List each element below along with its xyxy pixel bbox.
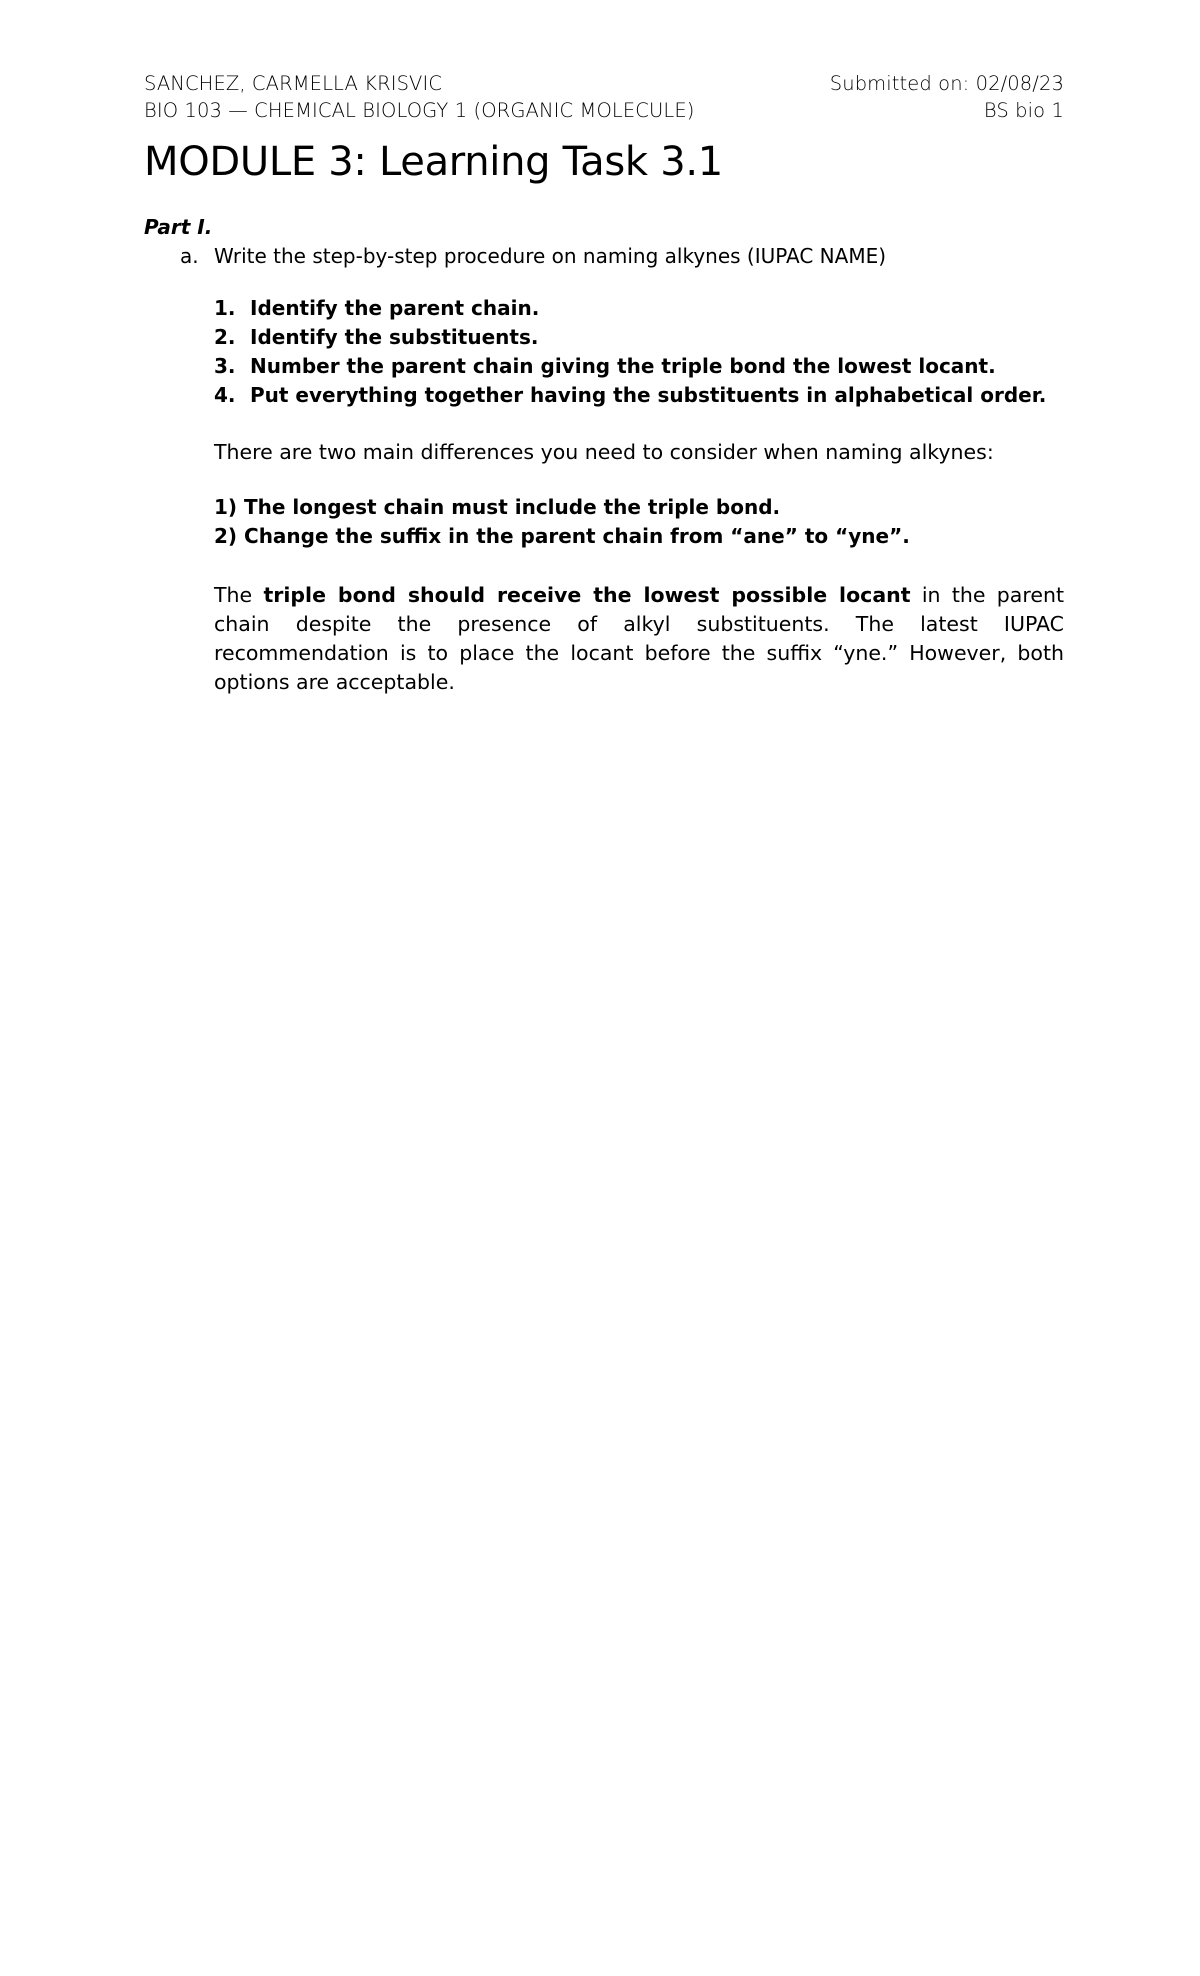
step-text: Number the parent chain giving the triple bond the lowest locant. <box>250 354 996 378</box>
question-text: Write the step-by-step procedure on naming alkynes (IUPAC NAME) <box>214 244 887 268</box>
difference-item: 1) The longest chain must include the triple bond. <box>214 495 781 519</box>
question-a <box>180 242 1064 270</box>
course-name: BIO 103 — CHEMICAL BIOLOGY 1 (ORGANIC MOLECULE) <box>144 99 695 122</box>
page-title: MODULE 3: Learning Task 3.1 <box>144 139 723 185</box>
part-label: Part I. <box>144 215 213 239</box>
closing-lead: The <box>214 583 264 607</box>
steps-list <box>214 294 1064 410</box>
closing-rest: in the parent chain despite the presence of alkyl substituents. The latest IUPAC recommendation is to place the locant before the suffix “yne.” However, both options are acceptable. <box>214 583 1064 694</box>
header-row-1 <box>144 70 1064 97</box>
difference-item: 2) Change the suffix in the parent chain from “ane” to “yne”. <box>214 524 910 548</box>
differences-list <box>214 493 1064 551</box>
document-page <box>144 70 1064 697</box>
closing-paragraph <box>214 581 1064 697</box>
submission-date: Submitted on: 02/08/23 <box>829 72 1064 95</box>
step-number: 1. <box>214 296 236 320</box>
answer-block <box>214 294 1064 697</box>
step-number: 4. <box>214 383 236 407</box>
intro-paragraph: There are two main differences you need to consider when naming alkynes: <box>214 440 994 464</box>
closing-bold-text: triple bond should receive the lowest possible locant <box>263 583 911 607</box>
student-name: SANCHEZ, CARMELLA KRISVIC <box>144 72 443 95</box>
list-item <box>214 294 1064 323</box>
step-text: Identify the parent chain. <box>250 296 540 320</box>
step-number: 2. <box>214 325 236 349</box>
list-item <box>214 352 1064 381</box>
list-item <box>214 381 1064 410</box>
program-name: BS bio 1 <box>983 99 1064 122</box>
step-text: Identify the substituents. <box>250 325 539 349</box>
step-text: Put everything together having the substituents in alphabetical order. <box>250 383 1047 407</box>
list-item <box>214 323 1064 352</box>
question-letter: a. <box>180 244 199 268</box>
step-number: 3. <box>214 354 236 378</box>
header-row-2 <box>144 97 1064 124</box>
